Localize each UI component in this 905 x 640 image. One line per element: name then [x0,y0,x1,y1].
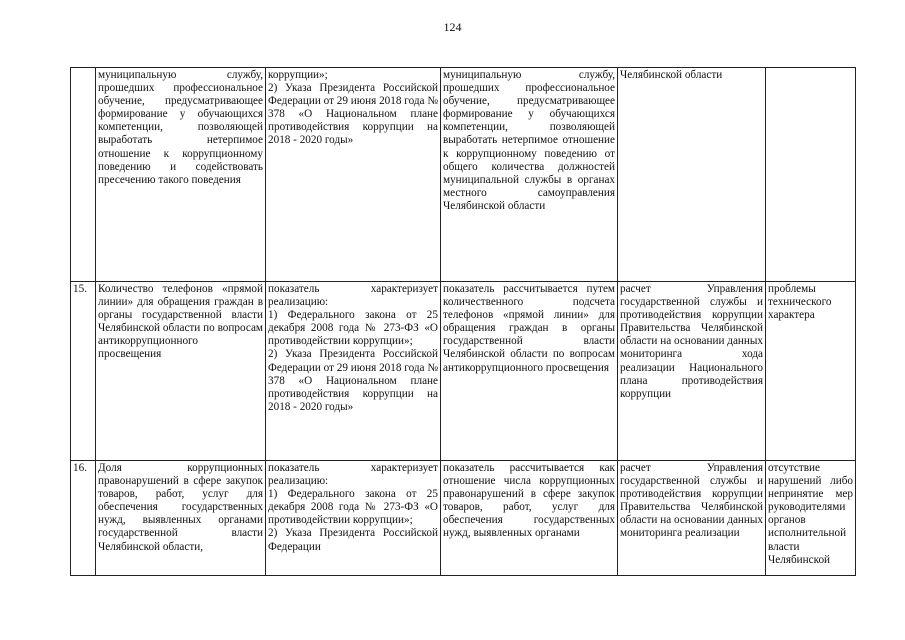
risk-cell [766,68,856,282]
row-number [71,68,96,282]
data-source-cell: расчет Управления государственной службы и противодействия коррупции Правительства Челябинской области на основании данных мониторинга реализации [618,461,766,576]
cell-line: 2) Указа Президента Российской Федерации [268,527,438,553]
risk-cell: отсутствие нарушений либо непринятие мер руководителями органов исполнительной власти Челябинской [766,461,856,576]
row-number: 15. [71,282,96,461]
legal-basis-cell [266,68,441,282]
row-number: 16. [71,461,96,576]
cell-line: показатель характеризует реализацию: [268,462,438,488]
table-row [71,461,856,576]
indicators-table [70,67,856,576]
indicator-cell: Количество телефонов «прямой линии» для обращения граждан в органы государственной власти Челябинской области по вопросам антикоррупционного просвещения [96,282,266,461]
cell-line: 2) Указа Президента Российской Федерации от 29 июня 2018 года № 378 «О Национальном плане противодействия коррупции на 2018 - 2020 годы» [268,82,438,147]
calculation-method-cell: муниципальную службу, прошедших профессиональное обучение, предусматривающее формирование у обучающихся компетенции, позволяющей выработать нетерпимое отношение к коррупционному поведению от общего количества должностей муниципальной службы в органах местного самоуправления Челябинской области [441,68,618,282]
cell-line: показатель характеризует реализацию: [268,283,438,309]
table-row [71,68,856,282]
risk-cell: проблемы технического характера [766,282,856,461]
cell-line: 1) Федерального закона от 25 декабря 2008 года № 273-ФЗ «О противодействии коррупции»; [268,309,438,348]
cell-line: коррупции»; [268,69,328,81]
cell-line: 1) Федерального закона от 25 декабря 2008 года № 273-ФЗ «О противодействии коррупции»; [268,488,438,527]
table-row [71,282,856,461]
calculation-method-cell: показатель рассчитывается путем количественного подсчета телефонов «прямой линии» для обращения граждан в органы государственной власти Челябинской области по вопросам антикоррупционного просвещения [441,282,618,461]
legal-basis-cell [266,461,441,576]
calculation-method-cell: показатель рассчитывается как отношение числа коррупционных правонарушений в сфере закупок товаров, работ, услуг для обеспечения государственных нужд, выявленных органами [441,461,618,576]
data-source-cell: расчет Управления государственной службы и противодействия коррупции Правительства Челябинской области на основании данных мониторинга хода реализации Национального плана противодействия коррупции [618,282,766,461]
indicator-cell: Доля коррупционных правонарушений в сфере закупок товаров, работ, услуг для обеспечения государственных нужд, выявленных органами государственной власти Челябинской области, [96,461,266,576]
page-number: 124 [443,20,462,34]
indicator-cell: муниципальную службу, прошедших профессиональное обучение, предусматривающее формирование у обучающихся компетенции, позволяющей выработать нетерпимое отношение к коррупционному поведению и содействовать пресечению такого поведения [96,68,266,282]
data-source-cell: Челябинской области [618,68,766,282]
cell-line: 2) Указа Президента Российской Федерации от 29 июня 2018 года № 378 «О Национальном плане противодействия коррупции на 2018 - 2020 годы» [268,348,438,413]
legal-basis-cell [266,282,441,461]
